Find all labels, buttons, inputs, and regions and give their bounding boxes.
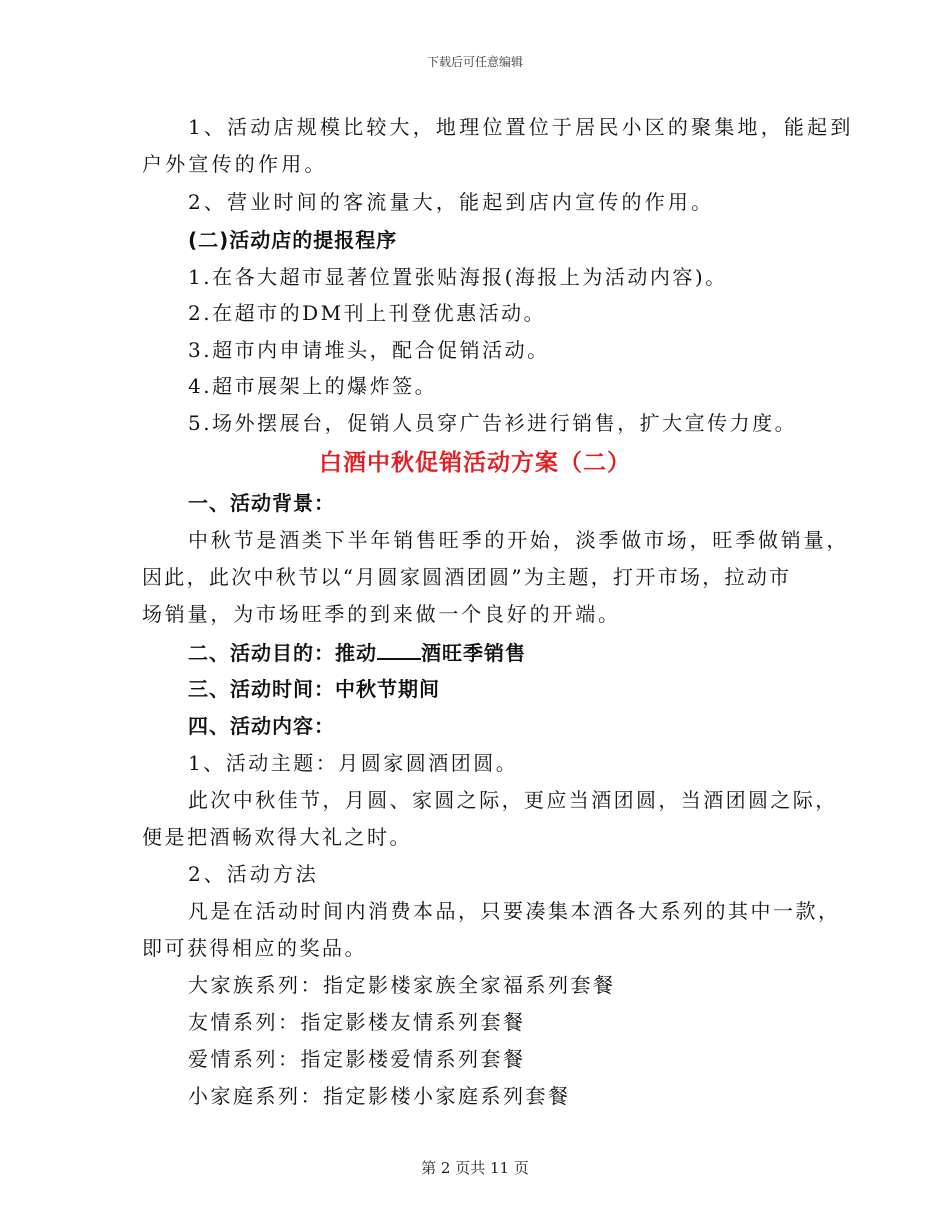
paragraph-line: 中秋节是酒类下半年销售旺季的开始，淡季做市场，旺季做销量， (188, 528, 850, 552)
section-heading (188, 638, 526, 667)
document-title: 白酒中秋促销活动方案（二） (319, 449, 631, 476)
paragraph-line: 户外宣传的作用。 (142, 152, 328, 176)
section-heading: 一、活动背景： (188, 491, 335, 515)
series-item: 爱情系列：指定影楼爱情系列套餐 (188, 1047, 526, 1071)
paragraph-line: 此次中秋佳节，月圆、家圆之际，更应当酒团圆，当酒团圆之际， (188, 788, 838, 812)
goal-suffix: 酒旺季销售 (421, 641, 526, 665)
list-item: 3.超市内申请堆头，配合促销活动。 (188, 338, 550, 362)
paragraph-line: 2、营业时间的客流量大，能起到店内宣传的作用。 (188, 190, 715, 214)
goal-prefix: 二、活动目的：推动 (188, 641, 377, 665)
paragraph-line: 因此，此次中秋节以“月圆家圆酒团圆”为主题，打开市场，拉动市 (142, 565, 792, 589)
section-heading: 四、活动内容： (188, 714, 335, 738)
series-item: 大家族系列：指定影楼家族全家福系列套餐 (188, 973, 616, 997)
paragraph-line: 2、活动方法 (188, 862, 319, 886)
blank-underline (377, 638, 421, 660)
paragraph-line: 1、活动店规模比较大，地理位置位于居民小区的聚集地，能起到 (188, 115, 854, 139)
page-footer: 第 2 页共 11 页 (421, 1159, 529, 1177)
paragraph-line: 即可获得相应的奖品。 (142, 936, 367, 960)
paragraph-line: 1、活动主题：月圆家圆酒团圆。 (188, 751, 519, 775)
section-heading: 三、活动时间：中秋节期间 (188, 677, 440, 701)
section-heading: (二)活动店的提报程序 (188, 228, 398, 252)
list-item: 2.在超市的DM刊上刊登优惠活动。 (188, 301, 547, 325)
series-item: 友情系列：指定影楼友情系列套餐 (188, 1010, 526, 1034)
paragraph-line: 便是把酒畅欢得大礼之时。 (142, 825, 412, 849)
list-item: 4.超市展架上的爆炸签。 (188, 374, 438, 398)
page-header: 下载后可任意编辑 (426, 55, 523, 69)
paragraph-line: 场销量，为市场旺季的到来做一个良好的开端。 (142, 602, 621, 626)
series-item: 小家庭系列：指定影楼小家庭系列套餐 (188, 1084, 571, 1108)
list-item: 1.在各大超市显著位置张贴海报(海报上为活动内容)。 (188, 265, 728, 289)
paragraph-line: 凡是在活动时间内消费本品，只要凑集本酒各大系列的其中一款， (188, 899, 841, 923)
list-item: 5.场外摆展台，促销人员穿广告衫进行销售，扩大宣传力度。 (188, 411, 798, 435)
